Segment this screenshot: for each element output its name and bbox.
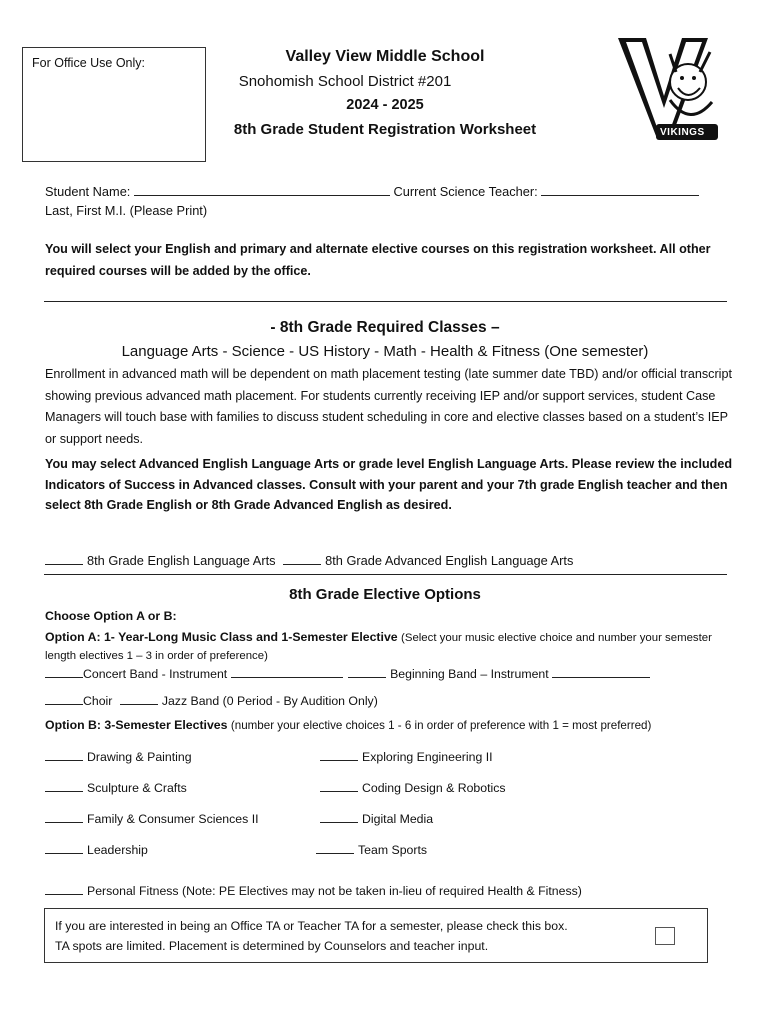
school-year: 2024 - 2025	[346, 97, 424, 113]
required-heading: - 8th Grade Required Classes –	[270, 319, 500, 336]
school-name: Valley View Middle School	[285, 48, 485, 65]
elective-label: Family & Consumer Sciences II	[87, 812, 259, 826]
elective-label: Leadership	[87, 843, 148, 857]
divider	[44, 574, 727, 575]
elective-item	[316, 842, 427, 857]
concert-band-blank[interactable]	[45, 666, 83, 678]
ta-line-1: If you are interested in being an Office TA or Teacher TA for a semester, please check this box.	[55, 919, 568, 933]
band-row	[45, 665, 650, 681]
option-b	[45, 718, 745, 732]
required-list: Language Arts - Science - US History - Math - Health & Fitness (One semester)	[121, 343, 649, 360]
concert-instrument-field[interactable]	[231, 665, 343, 678]
elective-label: Exploring Engineering II	[362, 750, 493, 764]
ta-line-2: TA spots are limited. Placement is determined by Counselors and teacher input.	[55, 939, 489, 953]
advanced-english-option: 8th Grade Advanced English Language Arts	[325, 553, 574, 568]
elective-label: Digital Media	[362, 812, 434, 826]
divider	[44, 301, 727, 302]
intro-text: You will select your English and primary and alternate elective courses on this registration worksheet. All other required courses will be added by the office.	[45, 242, 711, 278]
elective-blank[interactable]	[320, 749, 358, 761]
beginning-band-blank[interactable]	[348, 666, 386, 678]
viking-mascot-icon	[612, 32, 724, 146]
elective-label: Coding Design & Robotics	[362, 781, 506, 795]
elective-label: Drawing & Painting	[87, 750, 192, 764]
choir-label: Choir	[83, 694, 113, 708]
student-name-hint: Last, First M.I. (Please Print)	[45, 203, 208, 218]
jazz-label: Jazz Band (0 Period - By Audition Only)	[161, 694, 378, 708]
advanced-english-blank[interactable]	[283, 553, 321, 565]
elective-item	[45, 811, 259, 826]
jazz-blank[interactable]	[120, 693, 158, 705]
english-options-row	[45, 553, 573, 568]
option-a-note: (Select your music elective choice and number your semester length electives 1 – 3 in order of preference)	[45, 632, 712, 662]
personal-fitness-row	[45, 883, 582, 898]
choir-blank[interactable]	[45, 693, 83, 705]
ta-checkbox[interactable]	[655, 927, 675, 945]
choose-option: Choose Option A or B:	[45, 609, 177, 623]
elective-blank[interactable]	[316, 842, 354, 854]
elective-item	[45, 749, 192, 764]
elective-item	[45, 780, 187, 795]
option-b-title: Option B: 3-Semester Electives	[45, 718, 228, 732]
personal-fitness-blank[interactable]	[45, 883, 83, 895]
required-note: Enrollment in advanced math will be dependent on math placement testing (late summer date TBD) and/or official transcript showing previous advanced math placement. For students currently receiving IEP and/or support services, student Case Managers will touch base with families to discuss student scheduling in core and elective classes based on a student’s IEP or support needs.	[45, 367, 732, 446]
science-teacher-field[interactable]	[541, 183, 699, 196]
elective-blank[interactable]	[320, 811, 358, 823]
elective-label: Sculpture & Crafts	[87, 781, 187, 795]
office-use-label: For Office Use Only:	[32, 56, 145, 70]
elective-blank[interactable]	[45, 780, 83, 792]
elective-blank[interactable]	[320, 780, 358, 792]
elective-item	[45, 842, 148, 857]
concert-band-label: Concert Band - Instrument	[83, 667, 228, 681]
beginning-instrument-field[interactable]	[552, 665, 650, 678]
english-option: 8th Grade English Language Arts	[87, 553, 276, 568]
student-name-row	[45, 183, 699, 199]
beginning-band-label: Beginning Band – Instrument	[390, 667, 549, 681]
logo-text: VIKINGS	[660, 127, 705, 138]
elective-blank[interactable]	[45, 842, 83, 854]
student-name-label: Student Name:	[45, 184, 131, 199]
electives-heading: 8th Grade Elective Options	[289, 586, 481, 603]
personal-fitness-label: Personal Fitness (Note: PE Electives may not be taken in-lieu of required Health & Fitness)	[87, 884, 582, 898]
district-name: Snohomish School District #201	[238, 73, 452, 90]
ta-text	[55, 916, 568, 956]
english-note: You may select Advanced English Language Arts or grade level English Language Arts. Please review the included Indicators of Success in Advanced classes. Consult with your parent and your 7th grade English teacher and then select 8th Grade English or 8th Grade Advanced English as desired.	[45, 457, 733, 512]
elective-item	[320, 749, 493, 764]
option-a	[45, 629, 735, 665]
choir-row	[45, 693, 378, 708]
elective-blank[interactable]	[45, 811, 83, 823]
elective-label: Team Sports	[358, 843, 428, 857]
science-teacher-label: Current Science Teacher:	[393, 184, 538, 199]
option-b-note: (number your elective choices 1 - 6 in order of preference with 1 = most preferred)	[230, 719, 652, 732]
english-blank[interactable]	[45, 553, 83, 565]
option-a-title: Option A: 1- Year-Long Music Class and 1-Semester Elective	[45, 630, 398, 644]
elective-blank[interactable]	[45, 749, 83, 761]
office-use-box	[22, 47, 206, 162]
worksheet-title: 8th Grade Student Registration Worksheet	[233, 121, 537, 138]
elective-item	[320, 811, 433, 826]
student-name-field[interactable]	[134, 183, 390, 196]
elective-item	[320, 780, 506, 795]
